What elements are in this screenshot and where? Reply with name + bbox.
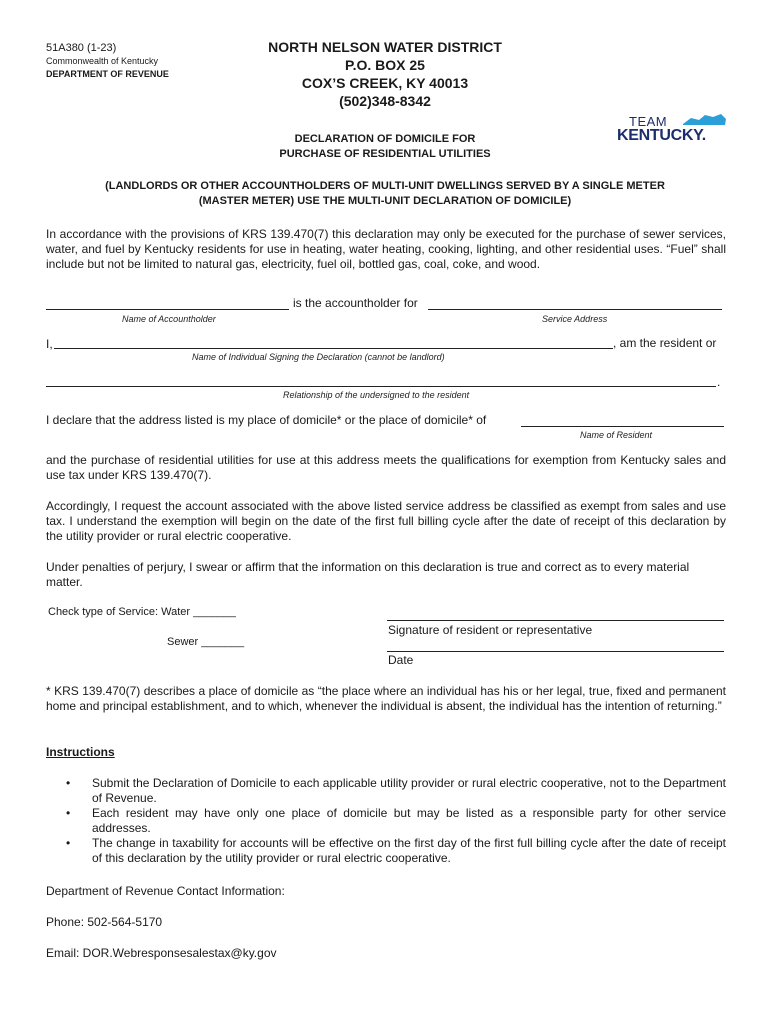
bullet: • (66, 806, 71, 820)
declaration-subtitle (20, 179, 750, 209)
bullet: • (66, 836, 71, 850)
district-city: COX’S CREEK, KY 40013 (301, 75, 469, 91)
relationship-period: . (717, 375, 721, 389)
title-line-1: DECLARATION OF DOMICILE FOR (294, 133, 476, 145)
resident-suffix: , am the resident or (613, 336, 717, 350)
bullet: • (66, 776, 71, 790)
form-number: 51A380 (1-23) (46, 42, 117, 54)
date-caption: Date (388, 653, 414, 667)
accountholder-caption: Name of Accountholder (122, 314, 216, 324)
commonwealth-label: Commonwealth of Kentucky (46, 56, 159, 66)
accountholder-name-field[interactable] (46, 309, 289, 310)
contact-heading: Department of Revenue Contact Information: (46, 884, 285, 898)
form-header (46, 42, 169, 79)
district-block (235, 38, 535, 110)
accountholder-mid-text: is the accountholder for (293, 296, 418, 310)
contact-email[interactable]: Email: DOR.Webresponsesalestax@ky.gov (46, 946, 277, 960)
i-prefix: I, (46, 337, 53, 351)
subtitle-line-1: (LANDLORDS OR OTHER ACCOUNTHOLDERS OF MULTI-UNIT DWELLINGS SERVED BY A SINGLE METER (105, 180, 665, 192)
signature-caption: Signature of resident or representative (388, 623, 593, 637)
service-address-field[interactable] (428, 309, 722, 310)
district-name: NORTH NELSON WATER DISTRICT (268, 39, 502, 55)
department-label: DEPARTMENT OF REVENUE (46, 69, 169, 79)
request-paragraph: Accordingly, I request the account associated with the above listed service address be classified as exempt from sales and use tax. I understand the exemption will begin on the date of the first full billing cycle after the date of receipt of this declaration by the utility provider or rural electric cooperative. (46, 499, 726, 543)
instruction-item: • Each resident may have only one place of domicile but may be listed as a responsible party for other service addresses. (66, 806, 726, 835)
instruction-item: • Submit the Declaration of Domicile to each applicable utility provider or rural electric cooperative, not to the Department of Revenue. (66, 776, 726, 805)
instruction-item: • The change in taxability for accounts will be effective on the first day of the first full billing cycle after the date of receipt of this declaration by the utility provider or rural electric cooperative. (66, 836, 726, 865)
title-line-2: PURCHASE OF RESIDENTIAL UTILITIES (279, 148, 491, 160)
intro-paragraph: In accordance with the provisions of KRS 139.470(7) this declaration may only be executed for the purchase of sewer services, water, and fuel by Kentucky residents for use in heating, water heating, cooking, lighting, and other residential uses. “Fuel” shall include but not be limited to natural gas, electricity, fuel oil, bottled gas, coal, coke, and wood. (46, 227, 726, 271)
service-sewer-check[interactable]: Sewer _______ (167, 636, 245, 648)
declare-text: I declare that the address listed is my place of domicile* or the place of domicile* of (46, 413, 487, 427)
perjury-paragraph: Under penalties of perjury, I swear or affirm that the information on this declaration is true and correct as to every material matter. (46, 560, 690, 589)
domicile-footnote: * KRS 139.470(7) describes a place of domicile as “the place where an individual has his or her legal, true, fixed and permanent home and principal establishment, and to which, whenever the individual is absent, the individual has the intention of returning.” (46, 684, 726, 713)
signature-field[interactable] (387, 620, 724, 621)
logo-kentucky-text: KENTUCKY. (617, 127, 706, 144)
team-kentucky-logo (613, 112, 729, 148)
resident-name-field[interactable] (521, 426, 724, 427)
service-water-check[interactable]: Check type of Service: Water _______ (48, 606, 236, 618)
individual-caption: Name of Individual Signing the Declaration (cannot be landlord) (192, 352, 445, 362)
resident-name-caption: Name of Resident (580, 430, 653, 440)
instructions-list (46, 776, 726, 866)
declaration-title (185, 132, 585, 162)
instructions-heading: Instructions (46, 745, 115, 759)
logo-team-text: TEAM (629, 114, 668, 129)
relationship-field[interactable] (46, 386, 716, 387)
individual-name-field[interactable] (54, 348, 613, 349)
relationship-caption: Relationship of the undersigned to the resident (283, 390, 470, 400)
contact-phone: Phone: 502-564-5170 (46, 915, 163, 929)
district-phone: (502)348-8342 (339, 93, 431, 109)
exemption-paragraph: and the purchase of residential utilities for use at this address meets the qualifications for exemption from Kentucky sales and use tax under KRS 139.470(7). (46, 453, 726, 482)
subtitle-line-2: (MASTER METER) USE THE MULTI-UNIT DECLARATION OF DOMICILE) (198, 195, 572, 207)
date-field[interactable] (387, 651, 724, 652)
service-address-caption: Service Address (542, 314, 608, 324)
district-pobox: P.O. BOX 25 (345, 57, 425, 73)
